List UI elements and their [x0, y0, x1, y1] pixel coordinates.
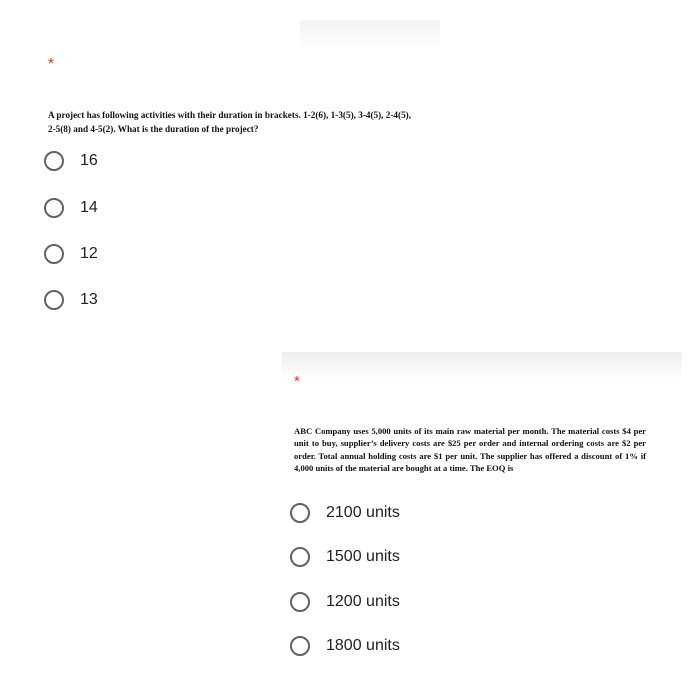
option-14[interactable] [44, 198, 98, 218]
radio-button[interactable] [44, 151, 64, 171]
radio-button[interactable] [44, 198, 64, 218]
option-12[interactable] [44, 244, 98, 264]
option-1800-units[interactable] [290, 636, 400, 656]
option-label: 14 [80, 199, 98, 216]
option-label: 16 [80, 152, 98, 169]
radio-button[interactable] [44, 290, 64, 310]
radio-button[interactable] [290, 636, 310, 656]
option-label: 1800 units [326, 637, 400, 654]
radio-button[interactable] [290, 547, 310, 567]
option-16[interactable] [44, 151, 98, 171]
card-top-shading [282, 352, 682, 380]
option-label: 2100 units [326, 504, 400, 521]
option-label: 1200 units [326, 593, 400, 610]
option-1500-units[interactable] [290, 547, 400, 567]
radio-button[interactable] [290, 592, 310, 612]
question-2-text: ABC Company uses 5,000 units of its main raw material per month. The material costs $4 per unit to buy, supplier’s delivery costs are $25 per order and internal ordering costs are $2 per order. Total annual holding costs are $1 per unit. The supplier has offered a discount of 1% if 4,000 units of the material are bought at a time. The EOQ is [294, 426, 646, 474]
radio-button[interactable] [44, 244, 64, 264]
option-label: 12 [80, 245, 98, 262]
required-asterisk: * [294, 373, 300, 390]
option-label: 13 [80, 291, 98, 308]
radio-button[interactable] [290, 503, 310, 523]
option-13[interactable] [44, 290, 98, 310]
option-1200-units[interactable] [290, 592, 400, 612]
card-shadow [300, 20, 440, 50]
option-2100-units[interactable] [290, 503, 400, 523]
option-label: 1500 units [326, 548, 400, 565]
required-asterisk: * [48, 55, 54, 72]
question-1-text: A project has following activities with their duration in brackets. 1-2(6), 1-3(5), 3-4(5), 2-4(5), 2-5(8) and 4-5(2). What is the duration of the project? [48, 110, 412, 134]
